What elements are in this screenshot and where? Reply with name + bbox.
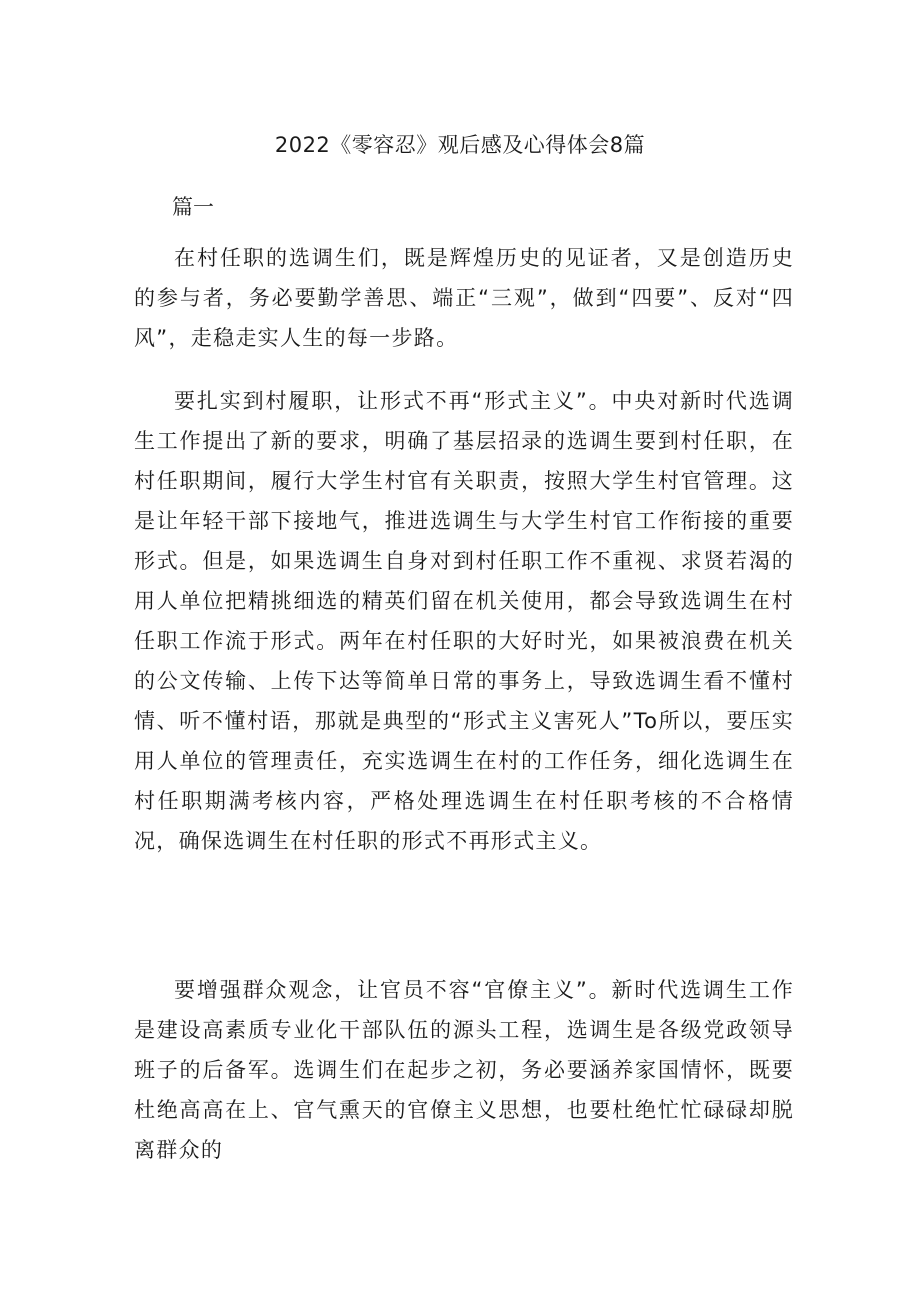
paragraph-3: 要增强群众观念，让官员不容“官僚主义”。新时代选调生工作是建设高素质专业化干部队伍的源头工程，选调生是各级党政领导班子的后备军。选调生们在起步之初，务必要涵养家国情怀，既要杜绝高高在上、官气熏天的官僚主义思想，也要杜绝忙忙碌碌却脱离群众的	[134, 978, 794, 1162]
paragraph-2: 要扎实到村履职，让形式不再“形式主义”。中央对新时代选调生工作提出了新的要求，明确了基层招录的选调生要到村任职，在村任职期间，履行大学生村官有关职责，按照大学生村官管理。这是让年轻干部下接地气，推进选调生与大学生村官工作衔接的重要形式。但是，如果选调生自身对到村任职工作不重视、求贤若渴的用人单位把精挑细选的精英们留在机关使用，都会导致选调生在村任职工作流于形式。两年在村任职的大好时光，如果被浪费在机关的公文传输、上传下达等简单日常的事务上，导致选调生看不懂村情、听不懂村语，那就是典型的“形式主义害死人”To所以，要压实用人单位的管理责任，充实选调生在村的工作任务，细化选调生在村任职期满考核内容，严格处理选调生在村任职考核的不合格情况，确保选调生在村任职的形式不再形式主义。	[134, 389, 794, 853]
paragraph-1: 在村任职的选调生们，既是辉煌历史的见证者，又是创造历史的参与者，务必要勤学善思、端正“三观”，做到“四要”、反对“四风”，走稳走实人生的每一步路。	[134, 246, 794, 350]
section-label: 篇一	[172, 195, 214, 219]
document-title: 2022《零容忍》观后感及心得体会8篇	[274, 133, 646, 157]
